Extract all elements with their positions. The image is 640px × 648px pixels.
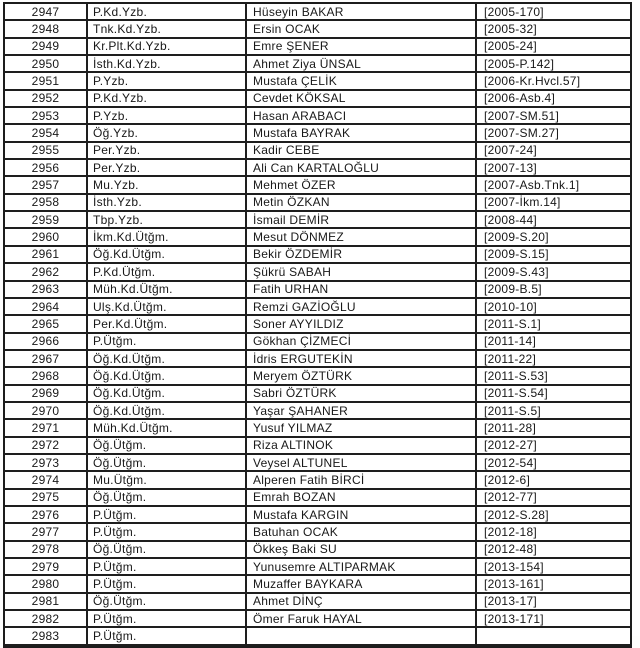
name-cell: Metin ÖZKAN — [247, 195, 477, 210]
name-cell: Yusuf YILMAZ — [247, 420, 477, 435]
code-cell: [2012-6] — [484, 472, 531, 487]
name-cell: Ahmet Ziya ÜNSAL — [247, 56, 477, 71]
code-cell: [2012-S.28] — [484, 507, 549, 522]
name-cell: Ahmet DİNÇ — [247, 594, 477, 609]
rank-cell: P.Kd.Yzb. — [88, 91, 247, 106]
row-number-cell: 2947 — [5, 4, 88, 19]
name-cell: Emrah BOZAN — [247, 490, 477, 505]
table-row — [5, 73, 630, 90]
row-number-cell: 2976 — [5, 507, 88, 522]
rank-cell: Tnk.Kd.Yzb. — [88, 21, 247, 36]
code-cell: [2011-28] — [484, 420, 537, 435]
rank-cell: Öğ.Kd.Ütğm. — [88, 368, 247, 383]
rank-cell: P.Ütğm. — [88, 334, 247, 349]
table-row — [5, 472, 630, 489]
table-row — [5, 628, 630, 645]
name-cell: Batuhan OCAK — [247, 524, 477, 539]
row-number-cell: 2964 — [5, 299, 88, 314]
rank-cell: İsth.Kd.Yzb. — [88, 56, 247, 71]
name-cell: Hüseyin BAKAR — [247, 4, 477, 19]
code-cell: [2005-24] — [484, 39, 537, 54]
rank-cell: P.Ütğm. — [88, 507, 247, 522]
name-cell: İsmail DEMİR — [247, 212, 477, 227]
row-number-cell: 2982 — [5, 611, 88, 626]
personnel-list-table — [3, 2, 632, 648]
table-row — [5, 316, 630, 333]
rank-cell: Per.Yzb. — [88, 143, 247, 158]
table-row — [5, 108, 630, 125]
rank-cell: P.Yzb. — [88, 108, 247, 123]
name-cell: Mustafa KARGIN — [247, 507, 477, 522]
row-number-cell: 2948 — [5, 21, 88, 36]
code-cell: [2012-54] — [484, 455, 537, 470]
code-cell: [2011-S.5] — [484, 403, 541, 418]
name-cell: Alperen Fatih BİRCİ — [247, 472, 477, 487]
rank-cell: Öğ.Kd.Ütğm. — [88, 386, 247, 401]
table-row — [5, 611, 630, 628]
row-number-cell: 2975 — [5, 490, 88, 505]
rank-cell: Kr.Plt.Kd.Yzb. — [88, 39, 247, 54]
code-cell: [2007-SM.27] — [484, 126, 560, 141]
table-row — [5, 438, 630, 455]
code-cell: [2008-44] — [484, 212, 537, 227]
rank-cell: İkm.Kd.Ütğm. — [88, 229, 247, 244]
code-cell: [2013-171] — [484, 611, 544, 626]
name-cell: Ökkeş Baki SU — [247, 542, 477, 557]
table-row — [5, 282, 630, 299]
table-row — [5, 21, 630, 38]
rank-cell: Öğ.Ütğm. — [88, 490, 247, 505]
name-cell: Fatih URHAN — [247, 282, 477, 297]
row-number-cell: 2977 — [5, 524, 88, 539]
rank-cell: Per.Kd.Ütğm. — [88, 316, 247, 331]
code-cell: [2009-S.43] — [484, 264, 549, 279]
name-cell: Yunusemre ALTIPARMAK — [247, 559, 477, 574]
row-number-cell: 2963 — [5, 282, 88, 297]
rank-cell: Müh.Kd.Ütğm. — [88, 282, 247, 297]
table-row — [5, 420, 630, 437]
table-row — [5, 91, 630, 108]
code-cell: [2007-13] — [484, 160, 537, 175]
name-cell: Remzi GAZİOĞLU — [247, 299, 477, 314]
code-cell: [2005-P.142] — [484, 56, 555, 71]
table-row — [5, 160, 630, 177]
row-number-cell: 2955 — [5, 143, 88, 158]
row-number-cell: 2969 — [5, 386, 88, 401]
code-cell: [2009-S.20] — [484, 230, 549, 245]
rank-cell: Öğ.Kd.Ütğm. — [88, 351, 247, 366]
table-row — [5, 247, 630, 264]
code-cell: [2012-48] — [484, 542, 537, 557]
table-row — [5, 351, 630, 368]
rank-cell: P.Ütğm. — [88, 628, 247, 643]
rank-cell: İsth.Yzb. — [88, 195, 247, 210]
table-row — [5, 177, 630, 194]
code-cell: [2011-S.53] — [484, 368, 548, 383]
rank-cell: Öğ.Ütğm. — [88, 542, 247, 557]
code-cell — [477, 628, 630, 643]
rank-cell: Mu.Ütğm. — [88, 472, 247, 487]
row-number-cell: 2968 — [5, 368, 88, 383]
rank-cell: P.Ütğm. — [88, 611, 247, 626]
row-number-cell: 2979 — [5, 559, 88, 574]
rank-cell: P.Ütğm. — [88, 559, 247, 574]
code-cell: [2007-SM.51] — [484, 108, 560, 123]
row-number-cell: 2959 — [5, 212, 88, 227]
row-number-cell: 2952 — [5, 91, 88, 106]
table-row — [5, 403, 630, 420]
table-row — [5, 229, 630, 246]
row-number-cell: 2960 — [5, 229, 88, 244]
row-number-cell: 2954 — [5, 125, 88, 140]
table-row — [5, 125, 630, 142]
name-cell: Kadir CEBE — [247, 143, 477, 158]
rank-cell: Ulş.Kd.Ütğm. — [88, 299, 247, 314]
code-cell: [2006-Asb.4] — [484, 91, 556, 106]
name-cell: Mustafa ÇELİK — [247, 73, 477, 88]
code-cell: [2012-18] — [484, 524, 537, 539]
rank-cell: P.Kd.Yzb. — [88, 4, 247, 19]
row-number-cell: 2966 — [5, 334, 88, 349]
row-number-cell: 2981 — [5, 594, 88, 609]
name-cell: Ömer Faruk HAYAL — [247, 611, 477, 626]
table-row — [5, 559, 630, 576]
rank-cell: Mu.Yzb. — [88, 177, 247, 192]
table-row — [5, 542, 630, 559]
table-row — [5, 299, 630, 316]
name-cell: Ali Can KARTALOĞLU — [247, 160, 477, 175]
table-row — [5, 4, 630, 21]
name-cell: Riza ALTINOK — [247, 438, 477, 453]
rank-cell: Tbp.Yzb. — [88, 212, 247, 227]
table-row — [5, 594, 630, 611]
table-row — [5, 264, 630, 281]
rank-cell: P.Yzb. — [88, 73, 247, 88]
row-number-cell: 2951 — [5, 73, 88, 88]
code-cell: [2012-27] — [484, 438, 537, 453]
row-number-cell: 2980 — [5, 576, 88, 591]
row-number-cell: 2967 — [5, 351, 88, 366]
row-number-cell: 2974 — [5, 472, 88, 487]
rank-cell: P.Ütğm. — [88, 576, 247, 591]
name-cell: Şükrü SABAH — [247, 264, 477, 279]
rank-cell: P.Ütğm. — [88, 524, 247, 539]
name-cell: Yaşar ŞAHANER — [247, 403, 477, 418]
row-number-cell: 2953 — [5, 108, 88, 123]
row-number-cell: 2961 — [5, 247, 88, 262]
code-cell: [2010-10] — [484, 299, 537, 314]
code-cell: [2006-Kr.Hvcl.57] — [484, 74, 581, 89]
table-row — [5, 368, 630, 385]
table-row — [5, 576, 630, 593]
name-cell: Soner AYYILDIZ — [247, 316, 477, 331]
row-number-cell: 2950 — [5, 56, 88, 71]
rank-cell: Per.Yzb. — [88, 160, 247, 175]
row-number-cell: 2971 — [5, 420, 88, 435]
rank-cell: Öğ.Yzb. — [88, 125, 247, 140]
table-row — [5, 507, 630, 524]
row-number-cell: 2978 — [5, 542, 88, 557]
name-cell: Muzaffer BAYKARA — [247, 576, 477, 591]
code-cell: [2007-İkm.14] — [484, 195, 561, 210]
row-number-cell: 2972 — [5, 438, 88, 453]
name-cell: Ersin OCAK — [247, 21, 477, 36]
rank-cell: Öğ.Ütğm. — [88, 455, 247, 470]
code-cell: [2009-B.5] — [484, 282, 542, 297]
name-cell: Veysel ALTUNEL — [247, 455, 477, 470]
table-row — [5, 455, 630, 472]
name-cell: Mustafa BAYRAK — [247, 125, 477, 140]
name-cell: İdris ERGUTEKİN — [247, 351, 477, 366]
row-number-cell: 2962 — [5, 264, 88, 279]
code-cell: [2012-77] — [484, 490, 537, 505]
name-cell: Emre ŞENER — [247, 39, 477, 54]
rank-cell: P.Kd.Ütğm. — [88, 264, 247, 279]
table-row — [5, 39, 630, 56]
table-row — [5, 195, 630, 212]
rank-cell: Öğ.Kd.Ütğm. — [88, 247, 247, 262]
name-cell: Hasan ARABACI — [247, 108, 477, 123]
row-number-cell: 2965 — [5, 316, 88, 331]
name-cell: Sabri ÖZTÜRK — [247, 386, 477, 401]
rank-cell: Öğ.Kd.Ütğm. — [88, 403, 247, 418]
row-number-cell: 2949 — [5, 39, 88, 54]
code-cell: [2011-S.54] — [484, 386, 548, 401]
code-cell: [2011-S.1] — [484, 316, 541, 331]
row-number-cell: 2956 — [5, 160, 88, 175]
name-cell: Gökhan ÇİZMECİ — [247, 334, 477, 349]
name-cell: Mehmet ÖZER — [247, 177, 477, 192]
code-cell: [2013-17] — [484, 594, 537, 609]
row-number-cell: 2958 — [5, 195, 88, 210]
name-cell: Mesut DÖNMEZ — [247, 229, 477, 244]
table-row — [5, 334, 630, 351]
code-cell: [2009-S.15] — [484, 247, 549, 262]
rank-cell: Müh.Kd.Ütğm. — [88, 420, 247, 435]
table-row — [5, 56, 630, 73]
code-cell: [2011-14] — [484, 334, 537, 349]
code-cell: [2005-32] — [484, 22, 537, 37]
name-cell: Meryem ÖZTÜRK — [247, 368, 477, 383]
name-cell — [247, 628, 477, 643]
code-cell: [2011-22] — [484, 351, 537, 366]
rank-cell: Öğ.Ütğm. — [88, 594, 247, 609]
table-row — [5, 143, 630, 160]
rank-cell: Öğ.Ütğm. — [88, 438, 247, 453]
table-row — [5, 490, 630, 507]
row-number-cell: 2970 — [5, 403, 88, 418]
code-cell: [2013-154] — [484, 559, 544, 574]
table-row — [5, 212, 630, 229]
table-row — [5, 524, 630, 541]
code-cell: [2005-170] — [484, 4, 544, 19]
code-cell: [2007-Asb.Tnk.1] — [484, 178, 580, 193]
name-cell: Bekir ÖZDEMİR — [247, 247, 477, 262]
name-cell: Cevdet KÖKSAL — [247, 91, 477, 106]
row-number-cell: 2957 — [5, 177, 88, 192]
code-cell: [2007-24] — [484, 143, 537, 158]
table-row — [5, 386, 630, 403]
row-number-cell: 2973 — [5, 455, 88, 470]
code-cell: [2013-161] — [484, 577, 544, 592]
row-number-cell: 2983 — [5, 628, 88, 643]
